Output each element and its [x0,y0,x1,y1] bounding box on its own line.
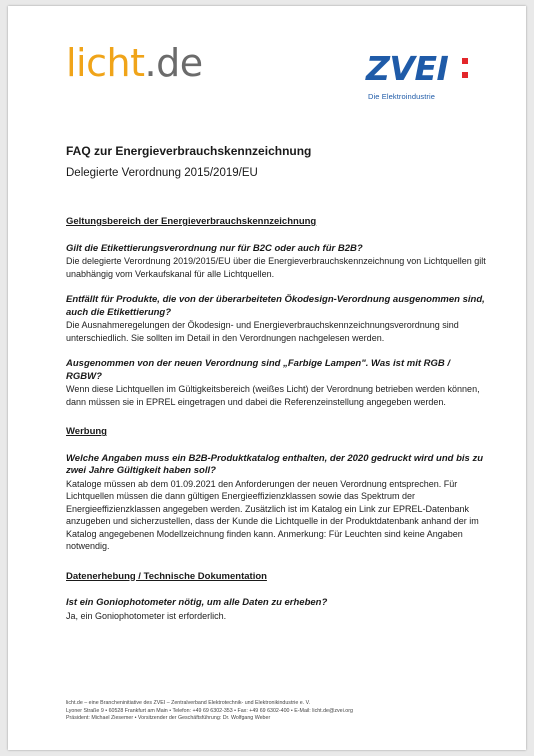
footer-line: Lyoner Straße 9 • 60528 Frankfurt am Main • Telefon: +49 69 6302-353 • Fax: +49 69 6302-400 • E-Mail: licht.de@zvei.org [66,707,353,714]
faq-question: Gilt die Etikettierungsverordnung nur für B2C oder auch für B2B? [66,242,363,254]
faq-question: Welche Angaben muss ein B2B-Produktkatalog enthalten, der 2020 gedruckt wird und bis zu zwei Jahre Gültigkeit haben soll? [66,452,484,476]
faq-item [66,358,486,408]
faq-answer: Kataloge müssen ab dem 01.09.2021 den Anforderungen der neuen Verordnung entsprechen. Für Lichtquellen müssen die dann gültigen Energieeffizienzklassen sowie das Spektrum der Energieeffizienzklassen angegeben werden. Zusätzlich ist im Katalog ein Link zur EPREL-Datenbank anzugeben und sicherzustellen, dass der Kunde die Lichtquelle in der Produktdatenbank anhand der im Katalog angegebenen Modellzeichnung finden kann. Anmerkung: Für Leuchten sind keine Angaben notwendig. [66,478,479,551]
faq-item [66,294,486,344]
faq-answer: Ja, ein Goniophotometer ist erforderlich. [66,610,227,621]
faq-question: Entfällt für Produkte, die von der überarbeiteten Ökodesign-Verordnung ausgenommen sind, auch die Etikettierung? [66,294,485,318]
document-subtitle: Delegierte Verordnung 2015/2019/EU [66,167,258,179]
faq-item [66,453,486,553]
zvei-logo [366,49,474,112]
section-heading-datenerhebung: Datenerhebung / Technische Dokumentation [66,570,267,582]
document-page [8,6,526,750]
section-heading-werbung: Werbung [66,426,107,437]
faq-item [66,597,486,622]
licht-logo-part2: .de [144,41,203,85]
document-body [66,216,486,636]
licht-logo-part1: licht [66,41,145,85]
faq-item [66,243,486,281]
section-heading-geltungsbereich: Geltungsbereich der Energieverbrauchskennzeichnung [66,216,317,227]
footer-line: licht.de – eine Brancheninitiative des ZVEI – Zentralverband Elektrotechnik- und Elektronikindustrie e. V. [66,700,311,706]
faq-answer: Die delegierte Verordnung 2019/2015/EU über die Energieverbrauchskennzeichnung von Lichtquellen gilt unabhängig vom Verkaufskanal für alle Lichtquellen. [66,256,486,279]
footer-line: Präsident: Michael Ziesemer • Vorsitzender der Geschäftsführung: Dr. Wolfgang Weber [66,715,271,721]
faq-question: Ausgenommen von der neuen Verordnung sind „Farbige Lampen". Was ist mit RGB / RGBW? [66,358,451,382]
zvei-logo-colon-icon [462,58,468,82]
zvei-logo-text: ZVEI [366,49,449,88]
zvei-logo-subtitle: Die Elektroindustrie [368,92,436,101]
document-title: FAQ zur Energieverbrauchskennzeichnung [66,144,312,158]
licht-de-logo [66,41,203,85]
page-footer [66,700,496,723]
faq-question: Ist ein Goniophotometer nötig, um alle Daten zu erheben? [66,597,328,608]
faq-answer: Wenn diese Lichtquellen im Gültigkeitsbereich (weißes Licht) der Verordnung betrieben werden können, dann müssen sie in EPREL eingetragen und dabei die Referenzeinstellung angegeben werden. [66,384,480,407]
faq-answer: Die Ausnahmeregelungen der Ökodesign- und Energieverbrauchskennzeichnungsverordnung sind unterschiedlich. Sie sollten im Detail in den Verordnungen nachgelesen werden. [66,320,459,343]
